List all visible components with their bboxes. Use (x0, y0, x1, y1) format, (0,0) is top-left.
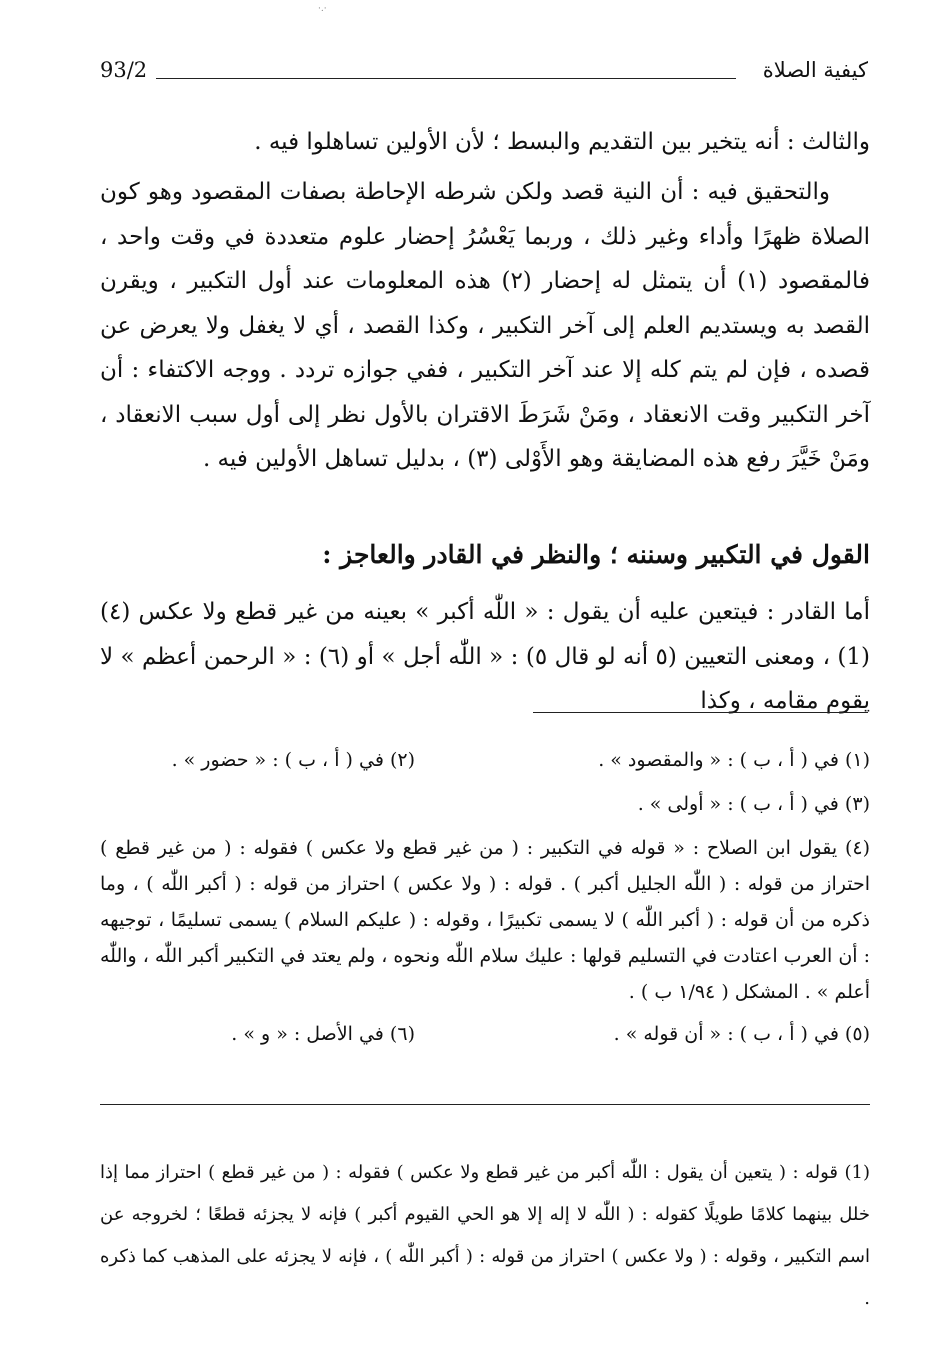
footnote-row (100, 742, 870, 786)
footnote-6: (٦) في الأصل : « و » . (231, 1023, 415, 1045)
footnote-4: (٤) يقول ابن الصلاح : « قوله في التكبير : ( من غير قطع ولا عكس ) فقوله : ( من غير قطع ) احتراز من قوله : ( اللّٰه الجليل أكبر ) . قوله : ( ولا عكس ) احتراز من قوله : ( أكبر اللّٰه ) ، وما ذكره من أن قوله : ( أكبر اللّٰه ) لا يسمى تكبيرًا ، وقوله : ( عليكم السلام ) يسمى تسليمًا ، توجيهه : أن العرب اعتادت في التسليم قولها : عليك سلام اللّٰه ونحوه ، ولم يعتد في التكبير أكبر اللّٰه ، واللّٰه أعلم » . المشكل ( ١/٩٤ ب ) . (100, 837, 870, 1003)
footnote-row (100, 786, 870, 830)
paragraph-third-opinion: والثالث : أنه يتخير بين التقديم والبسط ؛ لأن الأولين تساهلوا فيه . (254, 129, 870, 155)
footnote-2: (٢) في ( أ ، ب ) : « حضور » . (171, 749, 415, 771)
section-heading: القول في التكبير وسننه ؛ والنظر في القادر والعاجز : (322, 540, 870, 569)
footnote-row (100, 1016, 870, 1060)
header-rule (156, 78, 736, 79)
editor-footnote: (1) قوله : ( يتعين أن يقول : اللّٰه أكبر من غير قطع ولا عكس ) فقوله : ( من غير قطع ) احتراز مما إذا خلل بينهما كلامًا طويلًا كقوله : ( اللّٰه لا إله إلا هو الحي القيوم أكبر ) فإنه لا يجزئه قطعًا ؛ لخروجه عن اسم التكبير ، وقوله : ( ولا عكس ) احتراز من قوله : ( أكبر اللّٰه ) ، فإنه لا يجزئه على المذهب كما ذكره . (100, 1162, 870, 1309)
page-number: 93/2 (100, 58, 148, 82)
footnote-3: (٣) في ( أ ، ب ) : « أولى » . (637, 793, 870, 815)
running-header (100, 56, 868, 90)
running-title: كيفية الصلاة (762, 58, 868, 82)
footnotes (100, 742, 870, 1060)
footnote-separator (533, 712, 868, 713)
scan-speck: ·.· (318, 4, 327, 14)
footnote-5: (٥) في ( أ ، ب ) : « أن قوله » . (613, 1023, 870, 1045)
editor-note-separator (100, 1104, 870, 1105)
paragraph-verification: والتحقيق فيه : أن النية قصد ولكن شرطه الإحاطة بصفات المقصود وهو كون الصلاة ظهرًا وأداء وغير ذلك ، وربما يَعْسُرُ إحضار علوم متعددة في وقت واحد ، فالمقصود (١) أن يتمثل له إحضار (٢) هذه المعلومات عند أول التكبير ، ويقرن القصد به ويستديم العلم إلى آخر التكبير ، وكذا القصد ، أي لا يغفل ولا يعرض عن قصده ، فإن لم يتم كله إلا عند آخر التكبير ، ففي جوازه تردد . ووجه الاكتفاء : أن آخر التكبير وقت الانعقاد ، ومَنْ شَرَطَ الاقتران بالأول نظر إلى أول سبب الانعقاد ، ومَنْ خَيَّرَ رفع هذه المضايقة وهو الأَوْلى (٣) ، بدليل تساهل الأولين فيه . (100, 179, 871, 472)
footnote-1: (١) في ( أ ، ب ) : « والمقصود » . (598, 749, 870, 771)
paragraph-capable: أما القادر : فيتعين عليه أن يقول : « اللّٰه أكبر » بعينه من غير قطع ولا عكس (٤)(1) ، ومعنى التعيين (٥ أنه لو قال ٥) : « اللّٰه أجل » أو (٦) : « الرحمن أعظم » لا يقوم مقامه ، وكذا (100, 599, 871, 714)
